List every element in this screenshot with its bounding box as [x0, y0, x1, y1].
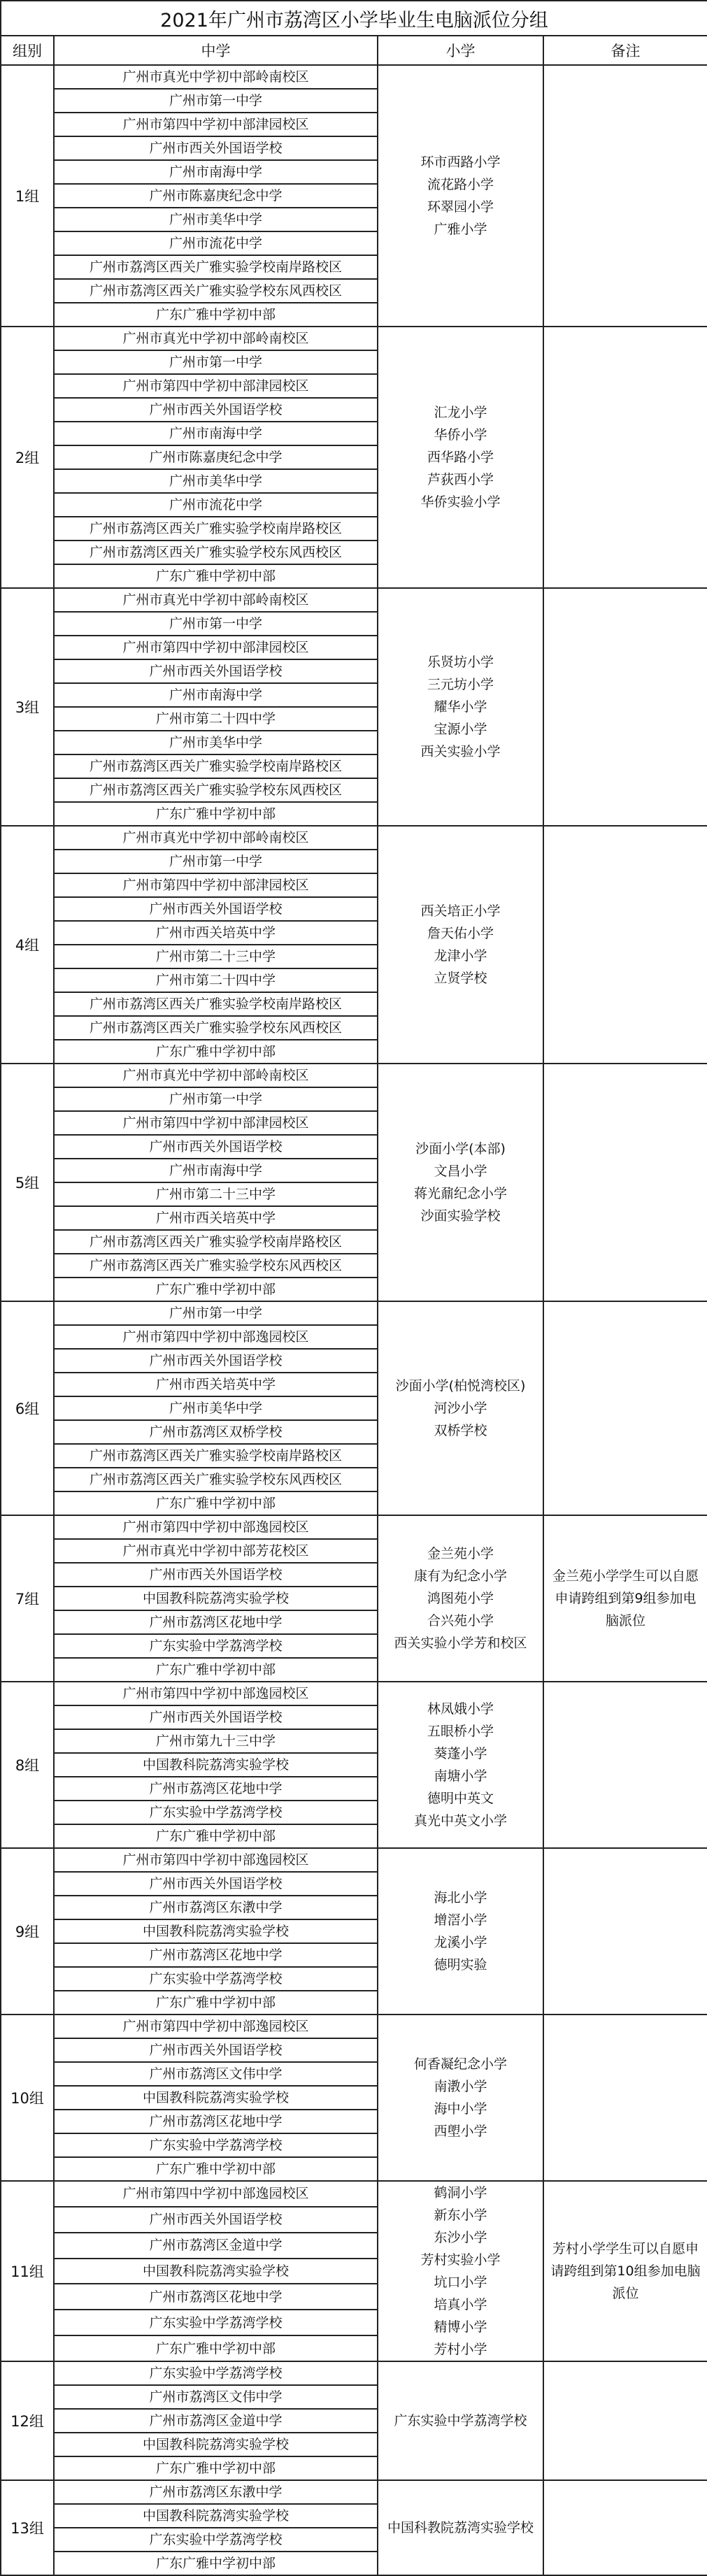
- note-cell: [543, 1064, 707, 1301]
- group-label: 12组: [1, 2361, 54, 2480]
- primary-school-item: 西关培正小学: [420, 903, 501, 919]
- primary-school-item: 南漖小学: [434, 2079, 487, 2094]
- middle-school-cell: 广东广雅中学初中部: [54, 2552, 378, 2575]
- middle-school-cell: 广州市荔湾区西关广雅实验学校南岸路校区: [54, 754, 378, 778]
- primary-school-item: 鹤洞小学: [434, 2185, 487, 2201]
- primary-school-list: [378, 1064, 543, 1301]
- middle-school-cell: 广东广雅中学初中部: [54, 1658, 378, 1682]
- middle-school-cell: 广州市第二十四中学: [54, 707, 378, 731]
- primary-school-item: 沙面小学(柏悦湾校区): [395, 1378, 526, 1394]
- middle-school-cell: 广州市第四中学初中部逸园校区: [54, 1848, 378, 1872]
- middle-school-cell: 广东广雅中学初中部: [54, 303, 378, 327]
- primary-school-item: 林凤娥小学: [427, 1701, 494, 1717]
- middle-school-cell: 广州市真光中学初中部芳花校区: [54, 1539, 378, 1563]
- primary-school-list: [378, 327, 543, 588]
- middle-school-cell: 广州市第一中学: [54, 1087, 378, 1111]
- middle-school-cell: 广州市西关外国语学校: [54, 398, 378, 422]
- header-note: 备注: [543, 36, 707, 65]
- primary-school-item: 詹天佑小学: [427, 926, 494, 941]
- middle-school-cell: 广东广雅中学初中部: [54, 1991, 378, 2015]
- middle-school-cell: 广州市真光中学初中部岭南校区: [54, 826, 378, 850]
- primary-school-item: 西关实验小学芳和校区: [394, 1636, 527, 1651]
- primary-school-item: 双桥学校: [434, 1423, 487, 1438]
- primary-school-list: [378, 65, 543, 327]
- group-label: 1组: [1, 65, 54, 327]
- primary-school-list: [378, 2480, 543, 2575]
- table-row: [1, 1515, 707, 1539]
- note-cell: [543, 2015, 707, 2181]
- middle-school-cell: 广州市荔湾区花地中学: [54, 2110, 378, 2133]
- table-row: [1, 1848, 707, 1872]
- primary-school-item: 芦荻西小学: [427, 472, 494, 487]
- group-label: 6组: [1, 1301, 54, 1515]
- group-label: 9组: [1, 1848, 54, 2015]
- primary-school-list: [378, 1848, 543, 2015]
- middle-school-cell: 广州市荔湾区西关广雅实验学校南岸路校区: [54, 517, 378, 541]
- primary-school-item: 蒋光鼐纪念小学: [413, 1186, 507, 1201]
- note-cell: 芳村小学学生可以自愿申请跨组到第10组参加电脑派位: [543, 2181, 707, 2361]
- primary-school-item: 环市西路小学: [420, 155, 501, 170]
- middle-school-cell: 广州市西关外国语学校: [54, 2038, 378, 2062]
- middle-school-cell: 广州市荔湾区西关广雅实验学校东风西校区: [54, 279, 378, 303]
- middle-school-cell: 广东广雅中学初中部: [54, 802, 378, 826]
- primary-school-list: [378, 2015, 543, 2181]
- table-row: [1, 1682, 707, 1705]
- note-cell: [543, 1848, 707, 2015]
- group-label: 4组: [1, 826, 54, 1064]
- group-label: 2组: [1, 327, 54, 588]
- primary-school-item: 南塘小学: [434, 1768, 487, 1784]
- middle-school-cell: 广州市陈嘉庚纪念中学: [54, 445, 378, 469]
- table-row: [1, 826, 707, 850]
- note-cell: [543, 1301, 707, 1515]
- middle-school-cell: 广州市真光中学初中部岭南校区: [54, 327, 378, 350]
- note-cell: [543, 1682, 707, 1848]
- middle-school-cell: 中国教科院荔湾实验学校: [54, 2504, 378, 2528]
- primary-school-list: [378, 1515, 543, 1682]
- primary-school-item: 芳村实验小学: [420, 2252, 501, 2268]
- primary-school-item: 培真小学: [434, 2297, 487, 2312]
- table-title: 2021年广州市荔湾区小学毕业生电脑派位分组: [1, 1, 707, 36]
- middle-school-cell: 广州市西关培英中学: [54, 921, 378, 945]
- primary-school-item: 真光中英文小学: [413, 1813, 507, 1829]
- middle-school-cell: 广州市第一中学: [54, 612, 378, 636]
- header-primary-school: 小学: [378, 36, 543, 65]
- middle-school-cell: 广州市荔湾区西关广雅实验学校东风西校区: [54, 1254, 378, 1278]
- primary-school-list: [378, 1682, 543, 1848]
- middle-school-cell: 广州市第四中学初中部津园校区: [54, 374, 378, 398]
- note-cell: 金兰苑小学学生可以自愿申请跨组到第9组参加电脑派位: [543, 1515, 707, 1682]
- group-label: 11组: [1, 2181, 54, 2361]
- middle-school-cell: 广东实验中学荔湾学校: [54, 2133, 378, 2157]
- middle-school-cell: 广州市美华中学: [54, 731, 378, 754]
- table-row: [1, 1064, 707, 1087]
- middle-school-cell: 广东实验中学荔湾学校: [54, 2361, 378, 2385]
- primary-school-item: 西关实验小学: [420, 744, 501, 759]
- primary-school-item: 德明实验: [434, 1957, 487, 1973]
- primary-school-item: 流花路小学: [427, 177, 494, 192]
- primary-school-item: 西塱小学: [434, 2124, 487, 2139]
- primary-school-list: [378, 826, 543, 1064]
- middle-school-cell: 广州市荔湾区西关广雅实验学校南岸路校区: [54, 1444, 378, 1468]
- middle-school-cell: 广州市流花中学: [54, 493, 378, 517]
- middle-school-cell: 广东实验中学荔湾学校: [54, 2310, 378, 2335]
- middle-school-cell: 广州市南海中学: [54, 1159, 378, 1182]
- middle-school-cell: 广州市第二十三中学: [54, 945, 378, 968]
- middle-school-cell: 广州市第一中学: [54, 350, 378, 374]
- middle-school-cell: 广州市南海中学: [54, 422, 378, 445]
- middle-school-cell: 广州市西关外国语学校: [54, 136, 378, 160]
- middle-school-cell: 广州市西关外国语学校: [54, 1705, 378, 1729]
- note-cell: [543, 588, 707, 826]
- primary-school-item: 增滘小学: [434, 1912, 487, 1928]
- middle-school-cell: 广州市荔湾区金道中学: [54, 2233, 378, 2259]
- middle-school-cell: 广州市荔湾区花地中学: [54, 1777, 378, 1801]
- middle-school-cell: 广州市西关培英中学: [54, 1373, 378, 1396]
- middle-school-cell: 广州市第一中学: [54, 850, 378, 873]
- middle-school-cell: 广州市荔湾区文伟中学: [54, 2062, 378, 2086]
- middle-school-cell: 广州市荔湾区东漖中学: [54, 2480, 378, 2504]
- middle-school-cell: 广州市第四中学初中部逸园校区: [54, 1325, 378, 1349]
- middle-school-cell: 广东广雅中学初中部: [54, 1824, 378, 1848]
- middle-school-cell: 中国教科院荔湾实验学校: [54, 2433, 378, 2456]
- table-row: [1, 2015, 707, 2038]
- middle-school-cell: 广州市第二十四中学: [54, 968, 378, 992]
- table-row: [1, 2361, 707, 2385]
- primary-school-list: [378, 588, 543, 826]
- middle-school-cell: 广东实验中学荔湾学校: [54, 1634, 378, 1658]
- middle-school-cell: 广州市荔湾区双桥学校: [54, 1420, 378, 1444]
- middle-school-cell: 广东广雅中学初中部: [54, 2335, 378, 2361]
- primary-school-item: 立贤学校: [434, 971, 487, 986]
- middle-school-cell: 广州市西关外国语学校: [54, 659, 378, 683]
- primary-school-item: 龙溪小学: [434, 1935, 487, 1950]
- middle-school-cell: 广州市第四中学初中部津园校区: [54, 1111, 378, 1135]
- middle-school-cell: 广东广雅中学初中部: [54, 564, 378, 588]
- middle-school-cell: 广州市第四中学初中部逸园校区: [54, 2015, 378, 2038]
- table-body: [1, 65, 707, 2575]
- middle-school-cell: 中国教科院荔湾实验学校: [54, 1919, 378, 1943]
- primary-school-item: 新东小学: [434, 2208, 487, 2223]
- middle-school-cell: 广东实验中学荔湾学校: [54, 1967, 378, 1991]
- middle-school-cell: 广东广雅中学初中部: [54, 1491, 378, 1515]
- primary-school-item: 华侨实验小学: [420, 494, 501, 510]
- primary-school-item: 广东实验中学荔湾学校: [394, 2413, 527, 2428]
- primary-school-item: 环翠园小学: [427, 199, 494, 215]
- middle-school-cell: 广州市荔湾区花地中学: [54, 2284, 378, 2310]
- middle-school-cell: 广州市荔湾区西关广雅实验学校东风西校区: [54, 1468, 378, 1491]
- primary-school-item: 海北小学: [434, 1890, 487, 1905]
- primary-school-list: [378, 2361, 543, 2480]
- middle-school-cell: 广东实验中学荔湾学校: [54, 1801, 378, 1824]
- primary-school-item: 康有为纪念小学: [413, 1568, 507, 1584]
- note-cell: [543, 2480, 707, 2575]
- middle-school-cell: 广州市美华中学: [54, 1396, 378, 1420]
- primary-school-item: 三元坊小学: [427, 677, 494, 692]
- primary-school-list: [378, 1301, 543, 1515]
- middle-school-cell: 广州市第四中学初中部逸园校区: [54, 2181, 378, 2207]
- middle-school-cell: 广州市真光中学初中部岭南校区: [54, 65, 378, 89]
- middle-school-cell: 广州市荔湾区西关广雅实验学校南岸路校区: [54, 255, 378, 279]
- middle-school-cell: 中国教科院荔湾实验学校: [54, 2086, 378, 2110]
- middle-school-cell: 广州市南海中学: [54, 160, 378, 184]
- primary-school-item: 葵蓬小学: [434, 1746, 487, 1761]
- middle-school-cell: 中国教科院荔湾实验学校: [54, 2259, 378, 2284]
- table-row: [1, 2181, 707, 2207]
- middle-school-cell: 广州市西关培英中学: [54, 1206, 378, 1230]
- middle-school-cell: 广州市荔湾区文伟中学: [54, 2385, 378, 2409]
- middle-school-cell: 广州市第二十三中学: [54, 1182, 378, 1206]
- primary-school-item: 沙面小学(本部): [415, 1141, 506, 1157]
- table-row: [1, 327, 707, 350]
- primary-school-item: 耀华小学: [434, 699, 487, 715]
- middle-school-cell: 广州市第四中学初中部津园校区: [54, 113, 378, 136]
- middle-school-cell: 广州市荔湾区金道中学: [54, 2409, 378, 2433]
- middle-school-cell: 广东广雅中学初中部: [54, 2157, 378, 2181]
- primary-school-item: 东沙小学: [434, 2230, 487, 2245]
- middle-school-cell: 广州市荔湾区东漖中学: [54, 1896, 378, 1919]
- group-label: 7组: [1, 1515, 54, 1682]
- group-label: 10组: [1, 2015, 54, 2181]
- primary-school-item: 乐贤坊小学: [427, 654, 494, 670]
- middle-school-cell: 广州市南海中学: [54, 683, 378, 707]
- middle-school-cell: 广州市西关外国语学校: [54, 1349, 378, 1373]
- primary-school-item: 何香凝纪念小学: [413, 2056, 507, 2072]
- middle-school-cell: 广州市西关外国语学校: [54, 897, 378, 921]
- primary-school-list: [378, 2181, 543, 2361]
- middle-school-cell: 广州市真光中学初中部岭南校区: [54, 588, 378, 612]
- header-middle-school: 中学: [54, 36, 378, 65]
- middle-school-cell: 广州市西关外国语学校: [54, 1135, 378, 1159]
- primary-school-item: 金兰苑小学: [427, 1546, 494, 1561]
- group-label: 8组: [1, 1682, 54, 1848]
- group-label: 13组: [1, 2480, 54, 2575]
- primary-school-item: 宝源小学: [434, 722, 487, 737]
- table-row: [1, 1301, 707, 1325]
- primary-school-item: 龙津小学: [434, 948, 487, 964]
- primary-school-item: 河沙小学: [434, 1401, 487, 1416]
- middle-school-cell: 广东广雅中学初中部: [54, 2456, 378, 2480]
- middle-school-cell: 广东广雅中学初中部: [54, 1040, 378, 1064]
- primary-school-item: 中国科教院荔湾实验学校: [387, 2520, 534, 2535]
- note-cell: [543, 65, 707, 327]
- middle-school-cell: 广州市荔湾区西关广雅实验学校南岸路校区: [54, 992, 378, 1016]
- primary-school-item: 鸿图苑小学: [427, 1591, 494, 1606]
- middle-school-cell: 广州市第一中学: [54, 1301, 378, 1325]
- group-label: 3组: [1, 588, 54, 826]
- middle-school-cell: 中国教科院荔湾实验学校: [54, 1587, 378, 1610]
- primary-school-item: 海中小学: [434, 2101, 487, 2117]
- middle-school-cell: 广东实验中学荔湾学校: [54, 2528, 378, 2552]
- middle-school-cell: 广州市荔湾区花地中学: [54, 1943, 378, 1967]
- middle-school-cell: 广州市荔湾区花地中学: [54, 1610, 378, 1634]
- middle-school-cell: 中国教科院荔湾实验学校: [54, 1753, 378, 1777]
- middle-school-cell: 广州市第四中学初中部逸园校区: [54, 1515, 378, 1539]
- middle-school-cell: 广州市荔湾区西关广雅实验学校东风西校区: [54, 541, 378, 564]
- middle-school-cell: 广州市西关外国语学校: [54, 1563, 378, 1587]
- note-cell: [543, 2361, 707, 2480]
- primary-school-item: 文昌小学: [434, 1164, 487, 1179]
- primary-school-item: 汇龙小学: [434, 405, 487, 420]
- middle-school-cell: 广东广雅中学初中部: [54, 1278, 378, 1301]
- middle-school-cell: 广州市第四中学初中部津园校区: [54, 636, 378, 659]
- primary-school-item: 坑口小学: [434, 2275, 487, 2290]
- primary-school-item: 合兴苑小学: [427, 1613, 494, 1629]
- group-label: 5组: [1, 1064, 54, 1301]
- primary-school-item: 西华路小学: [427, 450, 494, 465]
- primary-school-item: 沙面实验学校: [420, 1208, 501, 1224]
- note-cell: [543, 327, 707, 588]
- table-row: [1, 588, 707, 612]
- table-row: [1, 2480, 707, 2504]
- middle-school-cell: 广州市美华中学: [54, 469, 378, 493]
- primary-school-item: 华侨小学: [434, 427, 487, 443]
- middle-school-cell: 广州市荔湾区西关广雅实验学校东风西校区: [54, 1016, 378, 1040]
- middle-school-cell: 广州市陈嘉庚纪念中学: [54, 184, 378, 208]
- primary-school-item: 德明中英文: [427, 1791, 494, 1806]
- primary-school-item: 精博小学: [434, 2319, 487, 2335]
- middle-school-cell: 广州市第一中学: [54, 89, 378, 113]
- middle-school-cell: 广州市荔湾区西关广雅实验学校东风西校区: [54, 778, 378, 802]
- note-cell: [543, 826, 707, 1064]
- table-row: [1, 65, 707, 89]
- middle-school-cell: 广州市第四中学初中部逸园校区: [54, 1682, 378, 1705]
- header-group: 组别: [1, 36, 54, 65]
- primary-school-item: 五眼桥小学: [427, 1724, 494, 1739]
- primary-school-item: 芳村小学: [434, 2342, 487, 2357]
- middle-school-cell: 广州市荔湾区西关广雅实验学校南岸路校区: [54, 1230, 378, 1254]
- middle-school-cell: 广州市真光中学初中部岭南校区: [54, 1064, 378, 1087]
- primary-school-item: 广雅小学: [434, 222, 487, 237]
- middle-school-cell: 广州市西关外国语学校: [54, 2207, 378, 2233]
- middle-school-cell: 广州市第九十三中学: [54, 1729, 378, 1753]
- middle-school-cell: 广州市流花中学: [54, 231, 378, 255]
- middle-school-cell: 广州市西关外国语学校: [54, 1872, 378, 1896]
- middle-school-cell: 广州市美华中学: [54, 208, 378, 231]
- middle-school-cell: 广州市第四中学初中部津园校区: [54, 873, 378, 897]
